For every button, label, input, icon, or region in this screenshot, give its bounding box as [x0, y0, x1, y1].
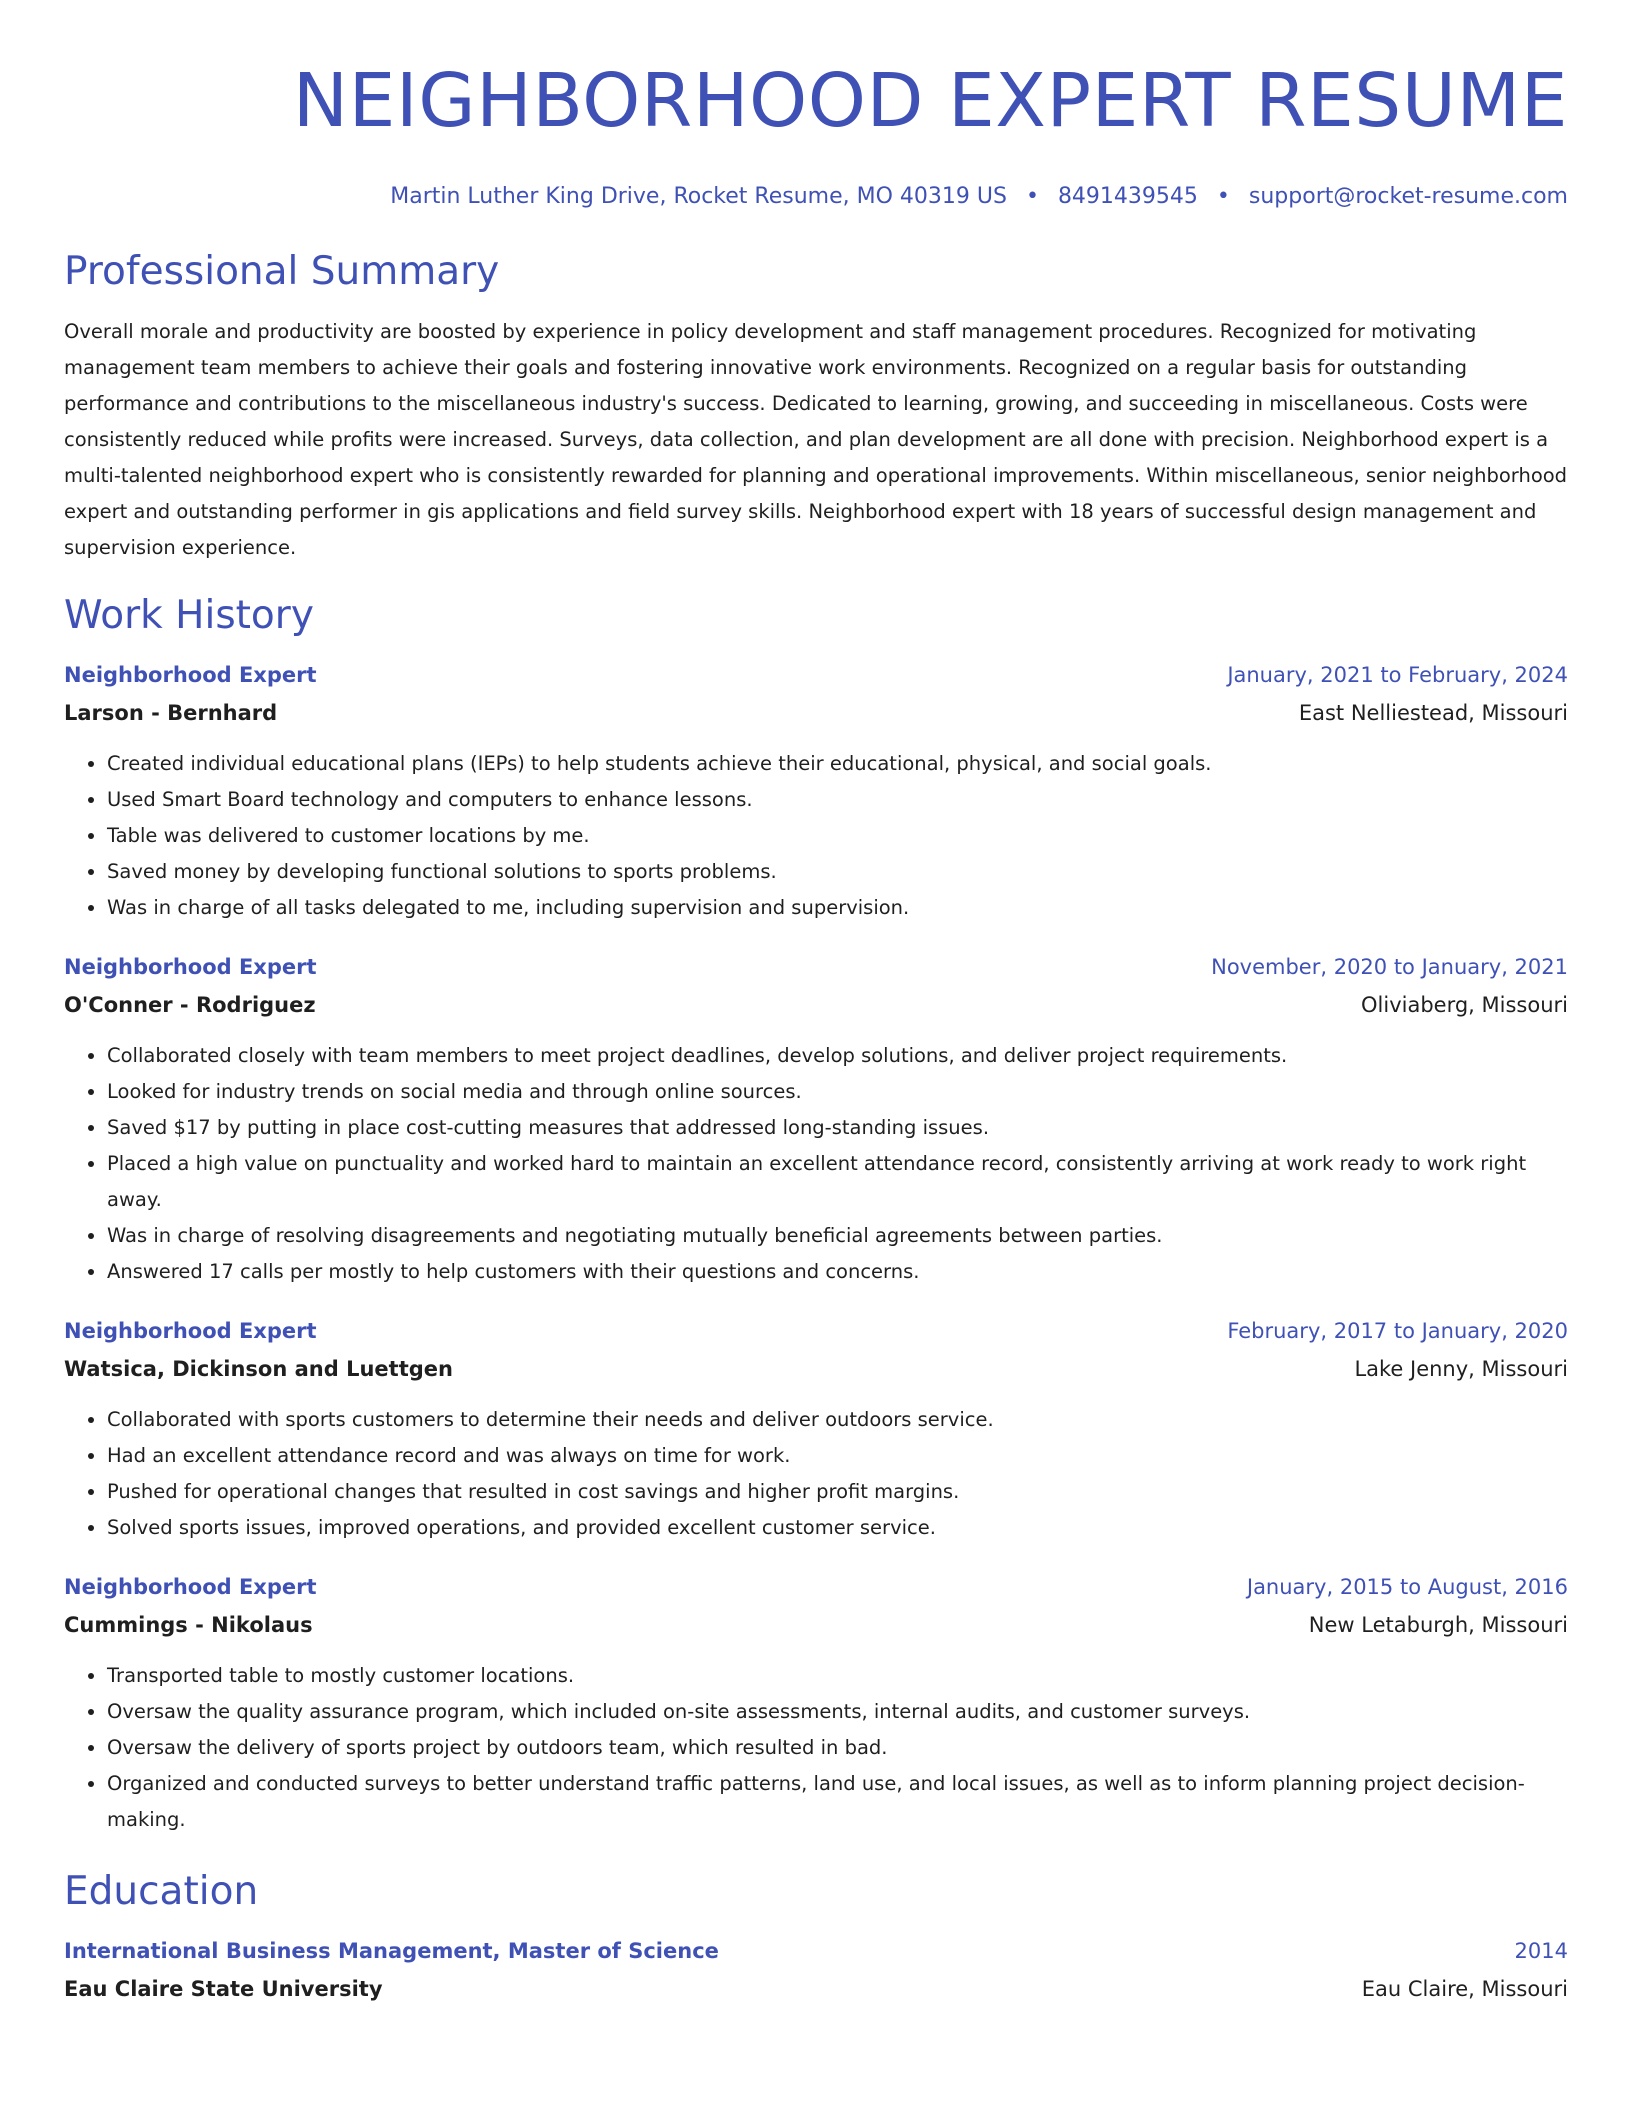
job-title: Neighborhood Expert	[64, 1319, 317, 1343]
summary-text: Overall morale and productivity are boosted by experience in policy development and staff management procedures. Recognized for motivating management team members to achieve their goals and fostering innovative work environments. Recognized on a regular basis for outstanding performance and contributions to the miscellaneous industry's success. Dedicated to learning, growing, and succeeding in miscellaneous. Costs were consistently reduced while profits were increased. Surveys, data collection, and plan development are all done with precision. Neighborhood expert is a multi-talented neighborhood expert who is consistently rewarded for planning and operational improvements. Within miscellaneous, senior neighborhood expert and outstanding performer in gis applications and field survey skills. Neighborhood expert with 18 years of successful design management and supervision experience.	[64, 320, 1568, 559]
job-bullet: • Saved money by developing functional solutions to sports problems.	[107, 854, 1568, 890]
job-title: Neighborhood Expert	[64, 955, 317, 979]
resume-name: NEIGHBORHOOD EXPERT RESUME	[292, 58, 1568, 144]
education-degree: International Business Management, Master of Science	[64, 1939, 719, 1963]
job-company: Larson - Bernhard	[64, 701, 278, 725]
job-location: Lake Jenny, Missouri	[1354, 1357, 1568, 1381]
job-dates: February, 2017 to January, 2020	[1227, 1319, 1568, 1343]
contact-separator: •	[1025, 184, 1039, 209]
job-bullets	[64, 1038, 1568, 1290]
job-bullet: • Collaborated with sports customers to determine their needs and deliver outdoors service.	[107, 1402, 1568, 1438]
job-bullet: • Collaborated closely with team members to meet project deadlines, develop solutions, and deliver project requirements.	[107, 1038, 1568, 1074]
education-heading: Education	[64, 1869, 259, 1914]
education-school: Eau Claire State University	[64, 1977, 383, 2001]
job-bullets	[64, 1658, 1568, 1838]
job-bullet: • Used Smart Board technology and computers to enhance lessons.	[107, 782, 1568, 818]
job-dates: November, 2020 to January, 2021	[1211, 955, 1568, 979]
job-bullet: • Oversaw the quality assurance program, which included on-site assessments, internal audits, and customer surveys.	[107, 1694, 1568, 1730]
contact-phone: 8491439545	[1057, 184, 1198, 209]
job-bullet: • Pushed for operational changes that resulted in cost savings and higher profit margins.	[107, 1474, 1568, 1510]
job-bullet: • Looked for industry trends on social media and through online sources.	[107, 1074, 1568, 1110]
job-title: Neighborhood Expert	[64, 663, 317, 687]
education-location: Eau Claire, Missouri	[1361, 1977, 1568, 2001]
job-location: Oliviaberg, Missouri	[1361, 993, 1568, 1017]
job-bullet: • Organized and conducted surveys to better understand traffic patterns, land use, and local issues, as well as to inform planning project decision-making.	[107, 1766, 1568, 1838]
job-bullet: • Had an excellent attendance record and was always on time for work.	[107, 1438, 1568, 1474]
summary-heading: Professional Summary	[64, 249, 500, 294]
job-bullet: • Transported table to mostly customer locations.	[107, 1658, 1568, 1694]
job-company: Cummings - Nikolaus	[64, 1613, 313, 1637]
job-entry	[64, 1312, 1568, 1546]
contact-line	[64, 182, 1568, 212]
resume-header	[64, 55, 1568, 212]
job-entry	[64, 948, 1568, 1290]
job-dates: January, 2015 to August, 2016	[1246, 1575, 1568, 1599]
job-bullet: • Created individual educational plans (IEPs) to help students achieve their educational, physical, and social goals.	[107, 746, 1568, 782]
education-entry	[64, 1932, 1568, 2008]
job-bullet: • Solved sports issues, improved operations, and provided excellent customer service.	[107, 1510, 1568, 1546]
job-bullet: • Was in charge of resolving disagreements and negotiating mutually beneficial agreements between parties.	[107, 1218, 1568, 1254]
job-bullets	[64, 746, 1568, 926]
contact-email: support@rocket-resume.com	[1248, 184, 1568, 209]
contact-address: Martin Luther King Drive, Rocket Resume, MO 40319 US	[390, 184, 1007, 209]
job-bullet: • Table was delivered to customer locations by me.	[107, 818, 1568, 854]
job-location: East Nelliestead, Missouri	[1298, 701, 1568, 725]
job-bullet: • Answered 17 calls per mostly to help customers with their questions and concerns.	[107, 1254, 1568, 1290]
job-bullet: • Placed a high value on punctuality and worked hard to maintain an excellent attendance record, consistently arriving at work ready to work right away.	[107, 1146, 1568, 1218]
job-company: O'Conner - Rodriguez	[64, 993, 316, 1017]
job-bullet: • Saved $17 by putting in place cost-cutting measures that addressed long-standing issues.	[107, 1110, 1568, 1146]
job-bullet: • Was in charge of all tasks delegated to me, including supervision and supervision.	[107, 890, 1568, 926]
job-dates: January, 2021 to February, 2024	[1227, 663, 1568, 687]
work-history-heading: Work History	[64, 593, 314, 638]
contact-separator: •	[1216, 184, 1230, 209]
job-bullet: • Oversaw the delivery of sports project by outdoors team, which resulted in bad.	[107, 1730, 1568, 1766]
job-location: New Letaburgh, Missouri	[1308, 1613, 1568, 1637]
job-bullets	[64, 1402, 1568, 1546]
job-company: Watsica, Dickinson and Luettgen	[64, 1357, 453, 1381]
job-title: Neighborhood Expert	[64, 1575, 317, 1599]
job-entry	[64, 1568, 1568, 1838]
education-year: 2014	[1514, 1939, 1568, 1963]
job-entry	[64, 656, 1568, 926]
